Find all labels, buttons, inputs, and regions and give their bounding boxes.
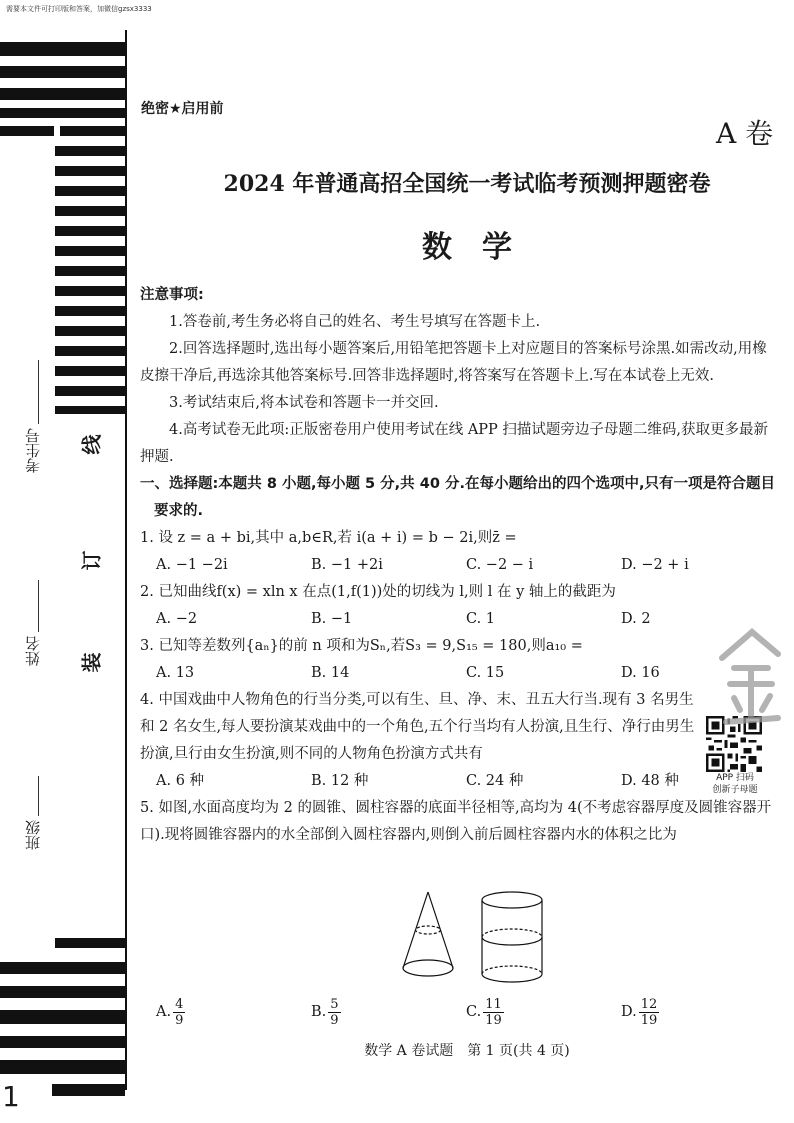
fraction-numerator: 12 bbox=[640, 996, 658, 1012]
page-corner-number: 1 bbox=[2, 1080, 20, 1113]
question-5-options bbox=[156, 992, 776, 1032]
option: C. $\frac{11}{19}$ bbox=[466, 996, 502, 1028]
question-5-stem: 5. 如图,水面高度均为 2 的圆锥、圆柱容器的底面半径相等,高均为 4(不考虑容器厚度及圆锥容器开口).现将圆锥容器内的水全部倒入圆柱容器内,则倒入前后圆柱容器内水的体积之比为 bbox=[140, 800, 772, 843]
option: B. −1 +2i bbox=[311, 557, 383, 573]
volume-label: A 卷 bbox=[716, 117, 774, 150]
page-footer: 数学 A 卷试题 第 1 页(共 4 页) bbox=[364, 1043, 570, 1059]
fraction-numerator: 4 bbox=[175, 996, 184, 1012]
option: A. −1 −2i bbox=[156, 557, 228, 573]
option: A. $\frac{4}{9}$ bbox=[156, 996, 184, 1028]
secret-label: 绝密★启用前 bbox=[141, 101, 224, 117]
option: C. 15 bbox=[466, 665, 505, 681]
question-1-stem: 1. 设 z = a + bi,其中 a,b∈R,若 i(a + i) = b − 2i,则z̄ = bbox=[140, 530, 517, 546]
qr-caption-line: 创新子母题 bbox=[712, 785, 758, 795]
option: D. 2 bbox=[621, 611, 651, 627]
question-3-options bbox=[140, 660, 776, 687]
fraction-denominator: 9 bbox=[175, 1012, 184, 1028]
fraction-denominator: 19 bbox=[640, 1012, 658, 1028]
binding-strip bbox=[0, 0, 130, 1123]
bind-mark-bind: 装 bbox=[79, 652, 104, 673]
question-4-stem: 4. 中国戏曲中人物角色的行当分类,可以有生、旦、净、末、丑五大行当.现有 3 名男生和 2 名女生,每人要扮演某戏曲中的一个角色,五个行当均有人扮演,且生行、净行由男生扮演,旦行由女生扮演,则不同的人物角色扮演方式共有 bbox=[140, 692, 695, 762]
label-class: 班级 bbox=[24, 820, 42, 850]
exam-title: 2024 年普通高招全国统一考试临考预测押题密卷 bbox=[223, 171, 711, 197]
question-3-stem: 3. 已知等差数列{aₙ}的前 n 项和为Sₙ,若S₃ = 9,S₁₅ = 180,则a₁₀ = bbox=[140, 638, 583, 654]
top-note: 需要本文件可打印版和答案，加微信gzsx3333 bbox=[6, 5, 152, 13]
notice-item-3: 3.考试结束后,将本试卷和答题卡一并交回. bbox=[169, 395, 439, 411]
fraction-numerator: 11 bbox=[485, 996, 502, 1012]
option: C. −2 − i bbox=[466, 557, 534, 573]
question-1-options bbox=[140, 552, 776, 579]
option: D. 48 种 bbox=[621, 773, 679, 789]
notice-heading: 注意事项: bbox=[140, 287, 204, 303]
qr-caption-line: APP 扫码 bbox=[716, 773, 754, 783]
subject-title: 数学 bbox=[422, 230, 542, 265]
option: A. 13 bbox=[156, 665, 195, 681]
option: B. 12 种 bbox=[311, 773, 369, 789]
option: B. $\frac{5}{9}$ bbox=[311, 996, 339, 1028]
section-heading: 一、选择题:本题共 8 小题,每小题 5 分,共 40 分.在每小题给出的四个选项中,只有一项是符合题目要求的. bbox=[140, 476, 775, 519]
notice-item-4: 4.高考试卷无此项:正版密卷用户使用考试在线 APP 扫描试题旁边子母题二维码,获取更多最新押题. bbox=[140, 422, 769, 465]
option: C. 24 种 bbox=[466, 773, 524, 789]
question-2-options bbox=[140, 606, 776, 633]
label-name: 姓名 bbox=[24, 636, 42, 666]
option: D. −2 + i bbox=[621, 557, 689, 573]
option: B. 14 bbox=[311, 665, 350, 681]
label-exam-number: 考生号 bbox=[24, 428, 42, 473]
question-2-stem: 2. 已知曲线f(x) = xln x 在点(1,f(1))处的切线为 l,则 l 在 y 轴上的截距为 bbox=[140, 584, 616, 600]
option: B. −1 bbox=[311, 611, 353, 627]
option: A. 6 种 bbox=[156, 773, 205, 789]
question-4-options bbox=[140, 768, 776, 795]
fraction-denominator: 9 bbox=[330, 1012, 339, 1028]
fraction-denominator: 19 bbox=[485, 1012, 502, 1028]
notice-item-2: 2.回答选择题时,选出每小题答案后,用铅笔把答题卡上对应题目的答案标号涂黑.如需改动,用橡皮擦干净后,再选涂其他答案标号.回答非选择题时,将答案写在答题卡上.写在本试卷上无效. bbox=[140, 341, 767, 384]
option: A. −2 bbox=[156, 611, 198, 627]
watermark-stamp bbox=[712, 618, 794, 738]
notice-item-1: 1.答卷前,考生务必将自己的姓名、考生号填写在答题卡上. bbox=[169, 314, 541, 330]
option: D. 16 bbox=[621, 665, 660, 681]
bind-mark-staple: 订 bbox=[79, 550, 104, 571]
qr-caption bbox=[700, 772, 770, 796]
option: D. $\frac{12}{19}$ bbox=[621, 996, 658, 1028]
exam-content bbox=[140, 282, 776, 849]
fraction-numerator: 5 bbox=[330, 996, 339, 1012]
bind-mark-line: 线 bbox=[79, 434, 104, 455]
option: C. 1 bbox=[466, 611, 496, 627]
cone-cylinder-figure bbox=[400, 888, 550, 988]
